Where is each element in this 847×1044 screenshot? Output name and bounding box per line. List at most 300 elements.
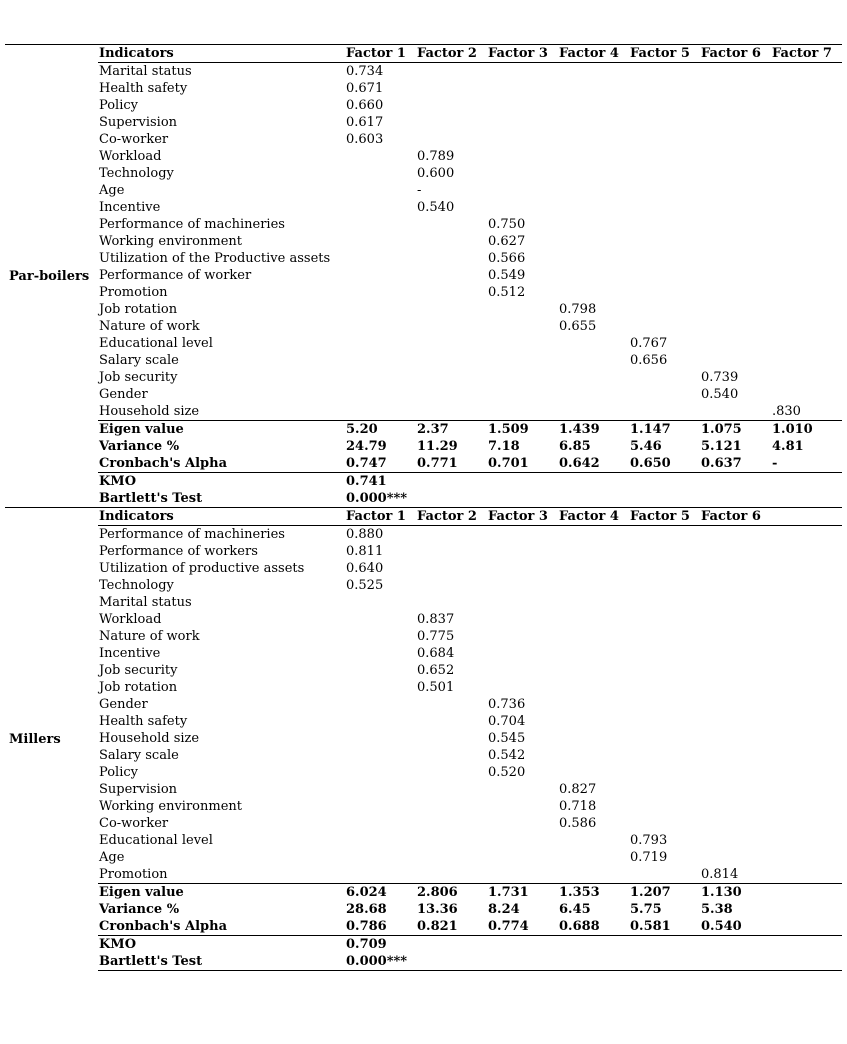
loading-value: 0.540 [701, 387, 739, 402]
loading-value [488, 866, 559, 884]
loading-value: 0.540 [417, 200, 455, 215]
loading-value [346, 696, 417, 713]
loading-value [559, 369, 630, 386]
loading-value [630, 696, 701, 713]
loading-value [488, 526, 559, 544]
indicator-label: Supervision [99, 115, 178, 130]
empty-cell [417, 936, 488, 954]
loading-value [488, 679, 559, 696]
loading-value [772, 713, 842, 730]
table-row [5, 764, 842, 781]
summary-value: 1.439 [559, 421, 630, 439]
table-row [5, 628, 842, 645]
loading-value [559, 352, 630, 369]
test-label: KMO [98, 936, 346, 954]
loading-value [701, 696, 772, 713]
loading-value [630, 199, 701, 216]
loading-value [488, 611, 559, 628]
factor-header: Factor 5 [630, 45, 701, 63]
loading-value: 0.736 [488, 697, 526, 712]
empty-cell [417, 953, 488, 971]
loading-value [772, 526, 842, 544]
loading-value [417, 747, 488, 764]
table-row [5, 866, 842, 884]
indicator-label: Working environment [99, 234, 242, 249]
loading-value: 0.617 [346, 115, 384, 130]
loading-value [559, 403, 630, 421]
loading-value [559, 114, 630, 131]
indicator-label: Promotion [99, 285, 168, 300]
loading-value [701, 611, 772, 628]
loading-value: 0.775 [417, 629, 455, 644]
loading-value [772, 560, 842, 577]
empty-cell [701, 936, 772, 954]
summary-value: 0.774 [488, 919, 529, 934]
loading-value: 0.811 [346, 544, 384, 559]
factor-header: Factor 1 [346, 45, 417, 63]
loading-value [630, 114, 701, 131]
indicator-label: Household size [99, 731, 200, 746]
summary-label: Variance % [99, 439, 180, 454]
test-row [5, 936, 842, 954]
table-row [5, 386, 842, 403]
loading-value [701, 403, 772, 421]
empty-cell [630, 473, 701, 491]
summary-value: 1.147 [630, 421, 701, 439]
loading-value [772, 679, 842, 696]
summary-label: Cronbach's Alpha [99, 919, 228, 934]
loading-value [488, 628, 559, 645]
loading-value [701, 679, 772, 696]
loading-value: 0.880 [346, 527, 384, 542]
empty-cell [559, 936, 630, 954]
loading-value [630, 679, 701, 696]
loading-value [488, 645, 559, 662]
table-row [5, 594, 842, 611]
table-row [5, 182, 842, 199]
indicator-label: Job security [99, 663, 178, 678]
indicator-label: Job rotation [99, 302, 178, 317]
loading-value [630, 250, 701, 267]
table-row [5, 267, 842, 284]
empty-cell [488, 936, 559, 954]
group-label: Par-boilers [5, 45, 98, 508]
loading-value [701, 832, 772, 849]
loading-value: 0.655 [559, 319, 597, 334]
loading-value [488, 543, 559, 560]
loading-value [488, 199, 559, 216]
test-value: 0.000*** [346, 491, 408, 506]
loading-value [630, 284, 701, 301]
indicator-label: Incentive [99, 646, 161, 661]
loading-value: 0.827 [559, 782, 597, 797]
loading-value: 0.545 [488, 731, 526, 746]
summary-label: Eigen value [98, 884, 346, 902]
summary-value: 1.075 [701, 421, 772, 439]
loading-value [701, 97, 772, 114]
loading-value [417, 131, 488, 148]
indicator-label: Marital status [99, 64, 192, 79]
indicator-label: Health safety [99, 81, 188, 96]
empty-cell [772, 936, 842, 954]
table-row [5, 526, 842, 544]
loading-value [772, 182, 842, 199]
loading-value [559, 386, 630, 403]
loading-value [559, 713, 630, 730]
summary-value: 2.806 [417, 884, 488, 902]
table-row [5, 369, 842, 386]
indicator-label: Age [99, 183, 125, 198]
loading-value [772, 318, 842, 335]
loading-value [701, 577, 772, 594]
indicator-label: Co-worker [99, 816, 169, 831]
empty-cell [630, 490, 701, 508]
loading-value [772, 628, 842, 645]
summary-row [5, 455, 842, 473]
test-label: KMO [98, 473, 346, 491]
loading-value [559, 645, 630, 662]
loading-value [772, 543, 842, 560]
loading-value [701, 628, 772, 645]
test-value: 0.000*** [346, 953, 417, 971]
indicator-label: Utilization of the Productive assets [99, 251, 331, 266]
loading-value [559, 199, 630, 216]
empty-cell [488, 490, 559, 508]
loading-value [701, 199, 772, 216]
loading-value [630, 594, 701, 611]
table-row [5, 335, 842, 352]
loading-value [701, 318, 772, 335]
loading-value [346, 747, 417, 764]
table-row [5, 815, 842, 832]
loading-value: 0.520 [488, 765, 526, 780]
loading-value: 0.600 [417, 166, 455, 181]
table-row [5, 97, 842, 114]
loading-value [630, 80, 701, 97]
factor-header: Factor 4 [559, 45, 630, 63]
loading-value: 0.603 [346, 132, 384, 147]
loading-value [417, 866, 488, 884]
loading-value [772, 267, 842, 284]
loading-value: 0.814 [701, 867, 739, 882]
loading-value [559, 764, 630, 781]
loading-value: 0.837 [417, 612, 455, 627]
loading-value: 0.512 [488, 285, 526, 300]
indicator-label: Technology [99, 166, 174, 181]
table-row [5, 713, 842, 730]
loading-value [488, 335, 559, 352]
loading-value [559, 165, 630, 182]
summary-value: - [772, 456, 778, 471]
summary-value: 5.20 [346, 421, 417, 439]
loading-value [772, 165, 842, 182]
loading-value: - [417, 183, 422, 198]
loading-value [630, 764, 701, 781]
table-row [5, 216, 842, 233]
loading-value [346, 764, 417, 781]
loading-value: 0.793 [630, 833, 668, 848]
loading-value [488, 182, 559, 199]
header-row [5, 45, 842, 63]
empty-cell [630, 936, 701, 954]
indicator-label: Co-worker [99, 132, 169, 147]
loading-value [559, 284, 630, 301]
summary-value: 5.75 [630, 902, 662, 917]
loading-value: 0.501 [417, 680, 455, 695]
loading-value [772, 645, 842, 662]
loading-value [772, 594, 842, 611]
test-label: Bartlett's Test [99, 491, 203, 506]
loading-value [701, 645, 772, 662]
indicator-label: Marital status [99, 595, 192, 610]
summary-value [772, 901, 842, 918]
loading-value [346, 216, 417, 233]
summary-value: 13.36 [417, 902, 458, 917]
indicator-label: Working environment [99, 799, 242, 814]
loading-value [559, 131, 630, 148]
loading-value [346, 730, 417, 747]
table-row [5, 611, 842, 628]
summary-value: 5.38 [701, 902, 733, 917]
loading-value [630, 165, 701, 182]
indicators-header: Indicators [98, 508, 346, 526]
factor-header: Factor 2 [417, 508, 488, 526]
table-row [5, 114, 842, 131]
summary-value: 24.79 [346, 439, 387, 454]
loading-value [559, 866, 630, 884]
summary-value: 0.581 [630, 919, 671, 934]
table-row [5, 250, 842, 267]
loading-value [417, 526, 488, 544]
loading-value [346, 233, 417, 250]
table-row [5, 284, 842, 301]
summary-value: 1.353 [559, 884, 630, 902]
summary-value: 0.540 [701, 919, 742, 934]
indicators-header: Indicators [98, 45, 346, 63]
group-label: Millers [5, 508, 98, 971]
table-row [5, 730, 842, 747]
loading-value [630, 216, 701, 233]
loading-value [346, 284, 417, 301]
loading-value [417, 577, 488, 594]
indicator-label: Age [99, 850, 125, 865]
table-row [5, 832, 842, 849]
indicator-label: Supervision [99, 782, 178, 797]
loading-value [630, 63, 701, 81]
loading-value [772, 577, 842, 594]
summary-value: 4.81 [772, 439, 804, 454]
loading-value [559, 832, 630, 849]
indicator-label: Promotion [99, 867, 168, 882]
empty-cell [772, 490, 842, 508]
loading-value [772, 199, 842, 216]
loading-value [630, 781, 701, 798]
loading-value: 0.525 [346, 578, 384, 593]
loading-value [417, 696, 488, 713]
test-label: Bartlett's Test [98, 953, 346, 971]
empty-cell [630, 953, 701, 971]
loading-value [630, 526, 701, 544]
summary-value: 6.85 [559, 439, 591, 454]
loading-value [772, 386, 842, 403]
loading-value [346, 628, 417, 645]
loading-value [417, 403, 488, 421]
loading-value [772, 352, 842, 369]
loading-value [772, 250, 842, 267]
loading-value [559, 250, 630, 267]
loading-value [488, 318, 559, 335]
loading-value: 0.719 [630, 850, 668, 865]
loading-value [701, 560, 772, 577]
loading-value [701, 114, 772, 131]
table-row [5, 352, 842, 369]
loading-value [772, 730, 842, 747]
loading-value [417, 815, 488, 832]
loading-value [559, 747, 630, 764]
test-row [5, 953, 842, 971]
table-row [5, 696, 842, 713]
loading-value [488, 781, 559, 798]
table-row [5, 798, 842, 815]
empty-cell [701, 490, 772, 508]
indicator-label: Gender [99, 697, 148, 712]
loading-value [488, 80, 559, 97]
loading-value [630, 97, 701, 114]
summary-value: 28.68 [346, 902, 387, 917]
loading-value [701, 148, 772, 165]
loading-value [630, 628, 701, 645]
loading-value [559, 628, 630, 645]
loading-value [559, 594, 630, 611]
loading-value: 0.549 [488, 268, 526, 283]
table-row [5, 560, 842, 577]
loading-value [346, 148, 417, 165]
loading-value [630, 301, 701, 318]
loading-value [772, 815, 842, 832]
summary-label: Eigen value [98, 421, 346, 439]
summary-value: 8.24 [488, 902, 520, 917]
loading-value [346, 849, 417, 866]
loading-value [417, 832, 488, 849]
table-row [5, 781, 842, 798]
loading-value [630, 866, 701, 884]
loading-value [772, 284, 842, 301]
table-row [5, 233, 842, 250]
table-row [5, 148, 842, 165]
loading-value: 0.656 [630, 353, 668, 368]
table-row [5, 645, 842, 662]
loading-value [346, 645, 417, 662]
empty-cell [488, 953, 559, 971]
indicator-label: Educational level [99, 336, 213, 351]
indicator-label: Performance of machineries [99, 527, 285, 542]
summary-value: 0.821 [417, 919, 458, 934]
empty-cell [772, 953, 842, 971]
loading-value [346, 611, 417, 628]
loading-value [488, 386, 559, 403]
loading-value [701, 301, 772, 318]
loading-value [701, 267, 772, 284]
table-row [5, 80, 842, 97]
table-row [5, 165, 842, 182]
loading-value [701, 80, 772, 97]
loading-value [559, 560, 630, 577]
loading-value [346, 318, 417, 335]
loading-value [488, 577, 559, 594]
loading-value [630, 403, 701, 421]
loading-value [701, 352, 772, 369]
loading-value [559, 730, 630, 747]
loading-value [559, 577, 630, 594]
indicator-label: Nature of work [99, 319, 200, 334]
loading-value [701, 165, 772, 182]
summary-row [5, 438, 842, 455]
summary-value [772, 884, 842, 902]
loading-value [630, 131, 701, 148]
loading-value [559, 97, 630, 114]
loading-value [701, 798, 772, 815]
loading-value [417, 267, 488, 284]
factor-header: Factor 3 [488, 508, 559, 526]
loading-value [772, 662, 842, 679]
summary-value: 7.18 [488, 439, 520, 454]
loading-value [559, 335, 630, 352]
loading-value [559, 182, 630, 199]
loading-value [417, 80, 488, 97]
loading-value [417, 301, 488, 318]
loading-value [630, 560, 701, 577]
loading-value [488, 97, 559, 114]
loading-value [772, 131, 842, 148]
loading-value [630, 798, 701, 815]
loading-value [488, 594, 559, 611]
factor-header: Factor 5 [630, 508, 701, 526]
summary-value: 0.747 [346, 456, 387, 471]
loading-value [417, 798, 488, 815]
summary-value: 6.024 [346, 884, 417, 902]
loading-value: 0.734 [346, 64, 384, 79]
loading-value [772, 233, 842, 250]
test-value: 0.709 [346, 936, 417, 954]
loading-value: 0.627 [488, 234, 526, 249]
loading-value [346, 815, 417, 832]
loading-value [772, 216, 842, 233]
loading-value: 0.750 [488, 217, 526, 232]
loading-value [701, 63, 772, 81]
summary-value: 0.786 [346, 919, 387, 934]
summary-row [5, 884, 842, 902]
loading-value [772, 148, 842, 165]
summary-value: 11.29 [417, 439, 458, 454]
loading-value [488, 560, 559, 577]
loading-value [701, 131, 772, 148]
loading-value [701, 764, 772, 781]
loading-value [772, 764, 842, 781]
table-row [5, 63, 842, 81]
factor-header: Factor 7 [772, 45, 842, 63]
table-row [5, 662, 842, 679]
summary-label: Cronbach's Alpha [99, 456, 228, 471]
loading-value [630, 611, 701, 628]
loading-value [772, 747, 842, 764]
loading-value [559, 849, 630, 866]
loading-value [772, 832, 842, 849]
indicator-label: Educational level [99, 833, 213, 848]
summary-value: 1.010 [772, 421, 842, 439]
factor-header: Factor 6 [701, 508, 772, 526]
table-row [5, 679, 842, 696]
loading-value [630, 386, 701, 403]
